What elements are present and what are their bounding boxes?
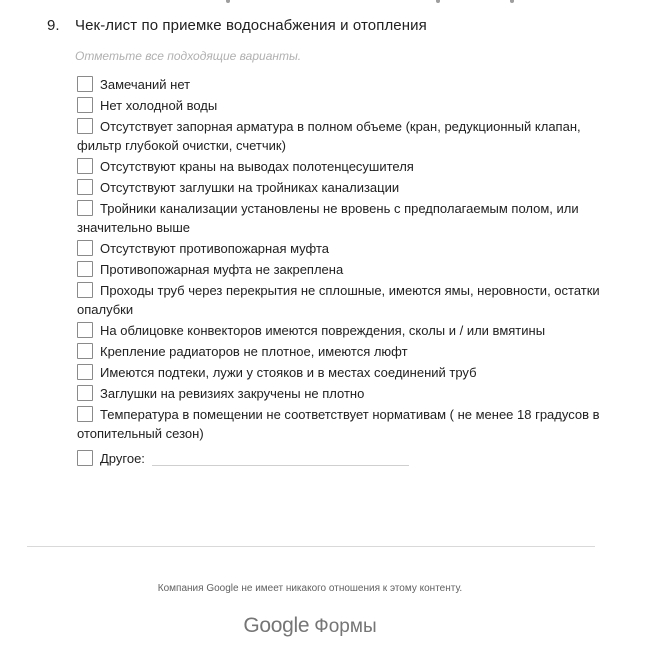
other-option-label: Другое:: [100, 451, 145, 466]
question-number: 9.: [47, 17, 60, 34]
checkbox[interactable]: [77, 261, 93, 277]
checkbox[interactable]: [77, 158, 93, 174]
checkbox[interactable]: [77, 364, 93, 380]
checkbox-option[interactable]: [77, 117, 617, 155]
checkbox-option[interactable]: [77, 321, 617, 340]
checkbox-option[interactable]: [77, 405, 617, 443]
checkbox[interactable]: [77, 240, 93, 256]
checkbox-option-label: Отсутствуют краны на выводах полотенцесушителя: [100, 159, 414, 174]
checkbox[interactable]: [77, 200, 93, 216]
checkbox[interactable]: [77, 343, 93, 359]
checkbox[interactable]: [77, 322, 93, 338]
checkbox[interactable]: [77, 118, 93, 134]
checkbox-option-label: Тройники канализации установлены не вровень с предполагаемым полом, или значительно выше: [77, 201, 579, 235]
previous-question-edge: [0, 0, 648, 8]
checkbox-option[interactable]: [77, 260, 617, 279]
checkbox-option-label: Заглушки на ревизиях закручены не плотно: [100, 386, 365, 401]
checkbox-option-label: Проходы труб через перекрытия не сплошные, имеются ямы, неровности, остатки опалубки: [77, 283, 600, 317]
checkbox-options-list: [77, 75, 617, 443]
other-text-input[interactable]: [152, 465, 409, 466]
checkbox-option[interactable]: [77, 384, 617, 403]
other-checkbox[interactable]: [77, 450, 93, 466]
checkbox-option[interactable]: [77, 199, 617, 237]
checkbox-option[interactable]: [77, 178, 617, 197]
checkbox-option[interactable]: [77, 363, 617, 382]
checkbox[interactable]: [77, 385, 93, 401]
radio-edge: [226, 0, 230, 3]
question-title: Чек-лист по приемке водоснабжения и отопления: [75, 17, 427, 34]
footer-divider: [27, 546, 595, 547]
checkbox[interactable]: [77, 179, 93, 195]
radio-edge: [436, 0, 440, 3]
checkbox-option-label: Отсутствуют заглушки на тройниках канализации: [100, 180, 400, 195]
forms-wordmark: Формы: [314, 616, 377, 637]
checkbox-option-label: Крепление радиаторов не плотное, имеются люфт: [100, 344, 408, 359]
google-forms-logo[interactable]: [0, 613, 620, 640]
checkbox-option-label: На облицовке конвекторов имеются повреждения, сколы и / или вмятины: [100, 323, 546, 338]
checkbox[interactable]: [77, 282, 93, 298]
checkbox-option-label: Отсутствуют противопожарная муфта: [100, 241, 329, 256]
checkbox-option-label: Отсутствует запорная арматура в полном объеме (кран, редукционный клапан, фильтр глубокой очистки, счетчик): [77, 119, 581, 153]
checkbox-option[interactable]: [77, 96, 617, 115]
checkbox[interactable]: [77, 97, 93, 113]
checkbox-option-label: Нет холодной воды: [100, 98, 218, 113]
other-option[interactable]: [77, 449, 145, 468]
checkbox-option[interactable]: [77, 157, 617, 176]
checkbox-option[interactable]: [77, 281, 617, 319]
checkbox-option[interactable]: [77, 239, 617, 258]
checkbox-option[interactable]: [77, 342, 617, 361]
question-helper-text: Отметьте все подходящие варианты.: [75, 49, 302, 63]
checkbox-option-label: Противопожарная муфта не закреплена: [100, 262, 344, 277]
radio-edge: [510, 0, 514, 3]
checkbox-option-label: Температура в помещении не соответствует нормативам ( не менее 18 градусов в отопительный сезон): [77, 407, 600, 441]
checkbox[interactable]: [77, 76, 93, 92]
footer-disclaimer: Компания Google не имеет никакого отношения к этому контенту.: [157, 583, 463, 594]
checkbox-option-label: Замечаний нет: [100, 77, 191, 92]
google-wordmark: Google: [243, 614, 310, 637]
checkbox-option[interactable]: [77, 75, 617, 94]
checkbox[interactable]: [77, 406, 93, 422]
checkbox-option-label: Имеются подтеки, лужи у стояков и в местах соединений труб: [100, 365, 477, 380]
